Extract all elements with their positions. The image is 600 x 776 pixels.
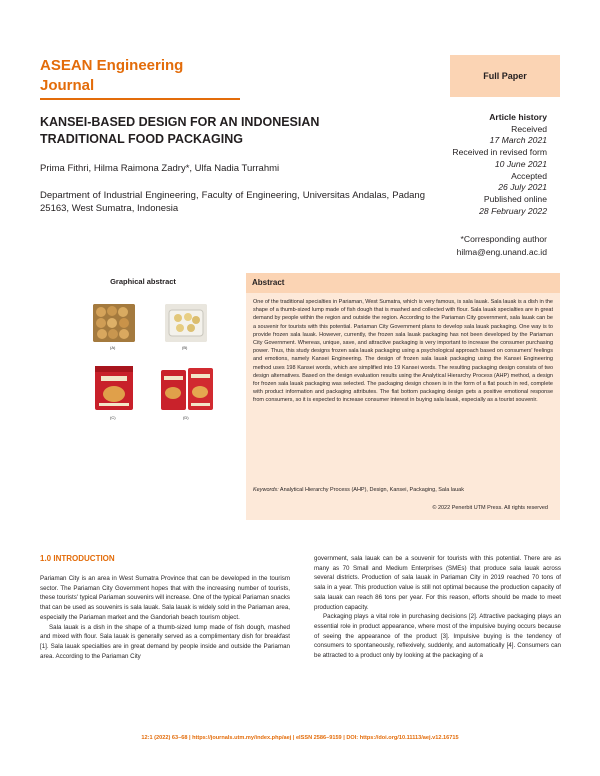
- received-date: 17 March 2021: [489, 135, 547, 146]
- article-title: KANSEI-BASED DESIGN FOR AN INDONESIAN TRADITIONAL FOOD PACKAGING: [40, 115, 320, 146]
- intro-column-right: [314, 554, 561, 661]
- abstract-keywords: [253, 487, 464, 493]
- intro-paragraph: Packaging plays a vital role in purchasing decisions [2]. Attractive packaging plays an essential role in product appearance, where most of the impulsive buying occurs because of seeing the appearance of the product [3]. Impulsive buying is the tendency of consumers to spontaneously, reflexively, suddenly, and automatically [4]. Consumers can be attracted to a product only by looking at the packaging of a: [314, 613, 561, 660]
- abstract-title: Abstract: [246, 273, 560, 293]
- article-authors: Prima Fithri, Hilma Raimona Zadry*, Ulfa Nadia Turrahmi: [40, 163, 280, 174]
- caption-a: (A): [110, 345, 116, 350]
- photo-b-image: [165, 304, 207, 342]
- photo-a-image: [93, 304, 135, 342]
- abstract-body: One of the traditional specialties in Pariaman, West Sumatra, which is very famous, is sala lauak. Sala lauak is a dish in the shape of a thumb-sized lump made of fish dough that is mashed and collected with flour. Sala lauak specialties are in great demand by people within the region and outside the region. According to the Pariaman City government, sala lauak can be a souvenir for tourists with this potential. Pariaman City Government plans to develop sala lauak packaging. One way is to provide frozen sala lauak. However, currently, the frozen sala lauak packaging has not been developed by the Pariaman City Government. Whereas, unique, save, and attractive packaging is very important to increase the consumer purchasing power. Thus, this study designs frozen sala lauak packaging using a psychological approach based on consumers' feelings and emotions, namely Kansei Engineering. The design of frozen sala lauak packaging using the Kansei Engineering method uses 198 Kansei words, which are simplified into 19 Kansei words. The resulting packaging design consists of two design alternatives. Based on the design evaluation results using the Analytical Hierarchy Process (AHP) method, a design for frozen sala lauak packaging was selected. The packaging design chosen is in the form of a flat pouch in red, complete with product information and packaging attributes. The flat bottom packaging design gets a positive emotional response from consumers, so it is expected to increase consumer interest in buying sala lauak, especially as a tourist souvenir.: [253, 299, 553, 404]
- intro-column-left: [40, 574, 290, 661]
- corresponding-author: [367, 233, 547, 258]
- caption-b: (B): [182, 345, 188, 350]
- revised-label: Received in revised form: [452, 147, 547, 158]
- photo-c-image: [93, 364, 135, 412]
- accepted-date: 26 July 2021: [498, 182, 547, 193]
- caption-c: (C): [110, 415, 116, 420]
- history-heading: Article history: [489, 112, 547, 122]
- accepted-label: Accepted: [511, 170, 547, 181]
- abstract-box: [246, 273, 560, 520]
- intro-paragraph: government, sala lauak can be a souvenir for tourists with this potential. There are as many as 70 Small and Medium Enterprises (SMEs) that produce sala lauak across several districts. Production of sala lauak in Pariaman City in 2019 reached 70 tons of sala in a year. This production value is still not optimal because the production capacity of sala lauak can reach 86 tons per year. For this reason, efforts should be made to meet production capacity.: [314, 555, 561, 611]
- online-date: 28 February 2022: [479, 205, 547, 216]
- keywords-label: Keywords:: [253, 487, 279, 493]
- online-label: Published online: [483, 193, 547, 204]
- photo-a: [93, 304, 135, 342]
- introduction-heading: 1.0 INTRODUCTION: [40, 554, 115, 563]
- article-affiliation: Department of Industrial Engineering, Faculty of Engineering, Universitas Andalas, Padang 25163, West Sumatra, Indonesia: [40, 190, 425, 214]
- corresponding-label: *Corresponding author: [460, 234, 547, 244]
- header-rule: [40, 98, 240, 100]
- photo-b: [165, 304, 207, 342]
- journal-name: ASEAN Engineering Journal: [40, 57, 184, 94]
- article-history: [417, 112, 547, 217]
- keywords-list: Analytical Hierarchy Process (AHP), Design, Kansei, Packaging, Sala lauak: [279, 487, 464, 493]
- graphical-abstract-figure: [79, 296, 239, 460]
- intro-paragraph: Pariaman City is an area in West Sumatra Province that can be developed in the tourism sector. The Pariaman City Government hopes that with the increasing number of tourists, these tourists' typical Pariaman souvenirs will increase. One of the typical Pariaman snacks that can be used as souvenirs is sala lauak. Sala lauak is widely sold in the Pariaman area, especially the Pariaman market and the Gandoriah beach tourism object.: [40, 575, 290, 621]
- graphical-abstract-title: Graphical abstract: [110, 277, 176, 286]
- photo-d: [159, 366, 215, 412]
- intro-paragraph: Sala lauak is a dish in the shape of a thumb-sized lump made of fish dough, mashed and mixed with flour. Sala lauak is generally served as a complimentary dish for breakfast [1]. Sala lauak specialties are in great demand by people inside and outside the Pariaman area. According to the Pariaman City: [40, 623, 290, 660]
- page-footer: 12:1 (2022) 63–68 | https://journals.utm.my/index.php/aej | eISSN 2586–9159 | DOI: https://doi.org/10.11113/aej.v12.16715: [141, 735, 459, 741]
- revised-date: 10 June 2021: [494, 158, 547, 169]
- received-label: Received: [511, 123, 547, 134]
- caption-d: (D): [183, 415, 189, 420]
- abstract-copyright: © 2022 Penerbit UTM Press. All rights reserved: [432, 505, 548, 511]
- paper-type-badge: Full Paper: [450, 55, 560, 97]
- photo-c: [93, 364, 135, 412]
- photo-d-image: [159, 366, 215, 412]
- corresponding-email[interactable]: hilma@eng.unand.ac.id: [456, 246, 547, 257]
